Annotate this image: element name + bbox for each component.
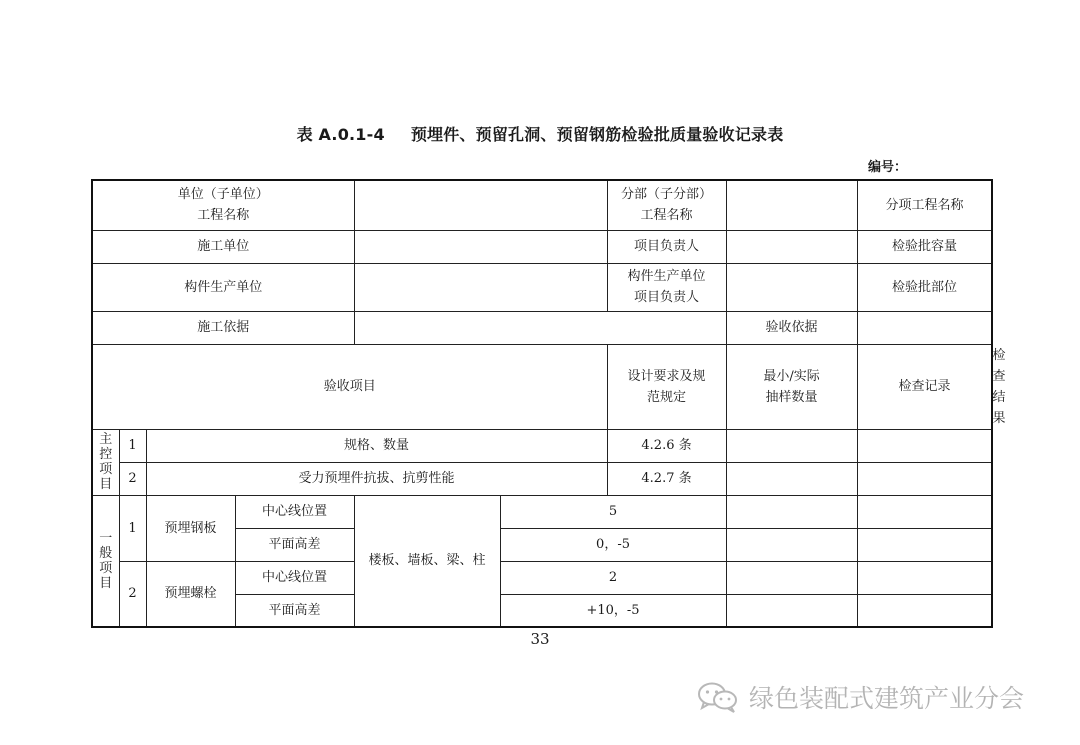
sub-item-name: 平面高差 [235, 528, 354, 561]
group-char: 控 [99, 447, 113, 462]
header-line: 设计要求及规 [627, 368, 706, 384]
item-name: 预埋钢板 [146, 495, 235, 561]
document-title [0, 122, 1080, 145]
sub-item-name: 中心线位置 [235, 495, 354, 528]
record-cell[interactable] [857, 495, 992, 528]
group-char: 主 [99, 432, 113, 447]
unit-project-value[interactable] [354, 180, 607, 230]
label-line: 工程名称 [640, 208, 693, 224]
header-line: 抽样数量 [765, 389, 818, 405]
page-number: 33 [530, 630, 550, 648]
item-name: 受力预埋件抗拔、抗剪性能 [146, 462, 607, 495]
row-number: 1 [119, 429, 146, 462]
construction-unit-label: 施工单位 [92, 230, 354, 263]
sample-cell[interactable] [726, 495, 857, 528]
table-code: 表 A.0.1-4 [296, 125, 385, 144]
row-number: 2 [119, 561, 146, 627]
label-line: 分部（子分部） [621, 187, 713, 203]
column-design-requirement [607, 344, 726, 429]
project-leader-value[interactable] [726, 230, 857, 263]
header-line: 范规定 [647, 389, 687, 405]
record-cell[interactable] [857, 429, 992, 462]
record-cell[interactable] [857, 561, 992, 594]
standard-value: 4.2.7 条 [607, 462, 726, 495]
header-line: 最小/实际 [763, 368, 820, 384]
group-char: 一 [99, 530, 113, 546]
record-cell[interactable] [857, 528, 992, 561]
batch-capacity-label: 检验批容量 [857, 230, 992, 263]
construction-unit-value[interactable] [354, 230, 607, 263]
group-char: 项 [99, 462, 113, 477]
item-project-label: 分项工程名称 [857, 180, 992, 230]
component-maker-label: 构件生产单位 [92, 263, 354, 311]
construction-basis-value[interactable] [354, 311, 726, 344]
sample-cell[interactable] [726, 528, 857, 561]
watermark-text: 绿色装配式建筑产业分会 [749, 684, 1025, 713]
construction-basis-label: 施工依据 [92, 311, 354, 344]
column-sample-quantity [726, 344, 857, 429]
component-maker-value[interactable] [354, 263, 607, 311]
row-number: 1 [119, 495, 146, 561]
column-inspection-item: 验收项目 [92, 344, 607, 429]
sample-cell[interactable] [726, 594, 857, 627]
sub-project-value[interactable] [726, 180, 857, 230]
sub-project-label [607, 180, 726, 230]
sub-item-name: 平面高差 [235, 594, 354, 627]
standard-value: 4.2.6 条 [607, 429, 726, 462]
acceptance-basis-value[interactable] [857, 311, 992, 344]
maker-leader-label [607, 263, 726, 311]
maker-leader-value[interactable] [726, 263, 857, 311]
acceptance-basis-label: 验收依据 [726, 311, 857, 344]
inspection-record-table: 单位（子单位） 工程名称 分部（子分部） 工程名称 分项工程名称 施工单位 项目负责人 检验批容量 构件生产单位 构件生产单位 项目负责人 检验批部位 施工依据 验收依据 验收项目 设计要求及规 范规定 最小/实际 抽样数量 检查记录 检查结果 主 控 项 目 1 规格、数量 4.2.6 条 2 受力预埋件抗拔、抗剪性能 4.2.7 条 一 般 项 目 1 预埋钢板 中心线位置 楼板、墙板、梁、柱 5 平面高差 0，-5 2 预埋螺栓 中心线位置 2 平面高差 +10，-5 [91, 179, 993, 628]
label-line: 项目负责人 [634, 290, 700, 305]
column-check-record: 检查记录 [857, 344, 992, 429]
row-number: 2 [119, 462, 146, 495]
sample-cell[interactable] [726, 561, 857, 594]
group-char: 目 [99, 477, 113, 492]
group-char: 目 [99, 575, 113, 591]
group-char: 项 [99, 560, 113, 576]
sub-item-name: 中心线位置 [235, 561, 354, 594]
label-line: 构件生产单位 [627, 269, 706, 284]
standard-value: 5 [500, 495, 726, 528]
standard-value: 2 [500, 561, 726, 594]
item-name: 规格、数量 [146, 429, 607, 462]
table-title: 预埋件、预留孔洞、预留钢筋检验批质量验收记录表 [410, 125, 784, 144]
serial-number-label: 编号： [868, 160, 908, 175]
general-group-label [92, 495, 119, 627]
standard-value: 0，-5 [500, 528, 726, 561]
record-cell[interactable] [857, 594, 992, 627]
project-leader-label: 项目负责人 [607, 230, 726, 263]
label-line: 单位（子单位） [177, 187, 269, 203]
location-name: 楼板、墙板、梁、柱 [354, 495, 500, 627]
record-cell[interactable] [857, 462, 992, 495]
group-char: 般 [99, 545, 113, 561]
main-control-group-label [92, 429, 119, 495]
label-line: 工程名称 [197, 208, 250, 224]
wechat-icon [697, 681, 739, 713]
standard-value: +10，-5 [500, 594, 726, 627]
watermark [697, 680, 1024, 714]
unit-project-label [92, 180, 354, 230]
item-name: 预埋螺栓 [146, 561, 235, 627]
sample-cell[interactable] [726, 429, 857, 462]
sample-cell[interactable] [726, 462, 857, 495]
batch-location-label: 检验批部位 [857, 263, 992, 311]
